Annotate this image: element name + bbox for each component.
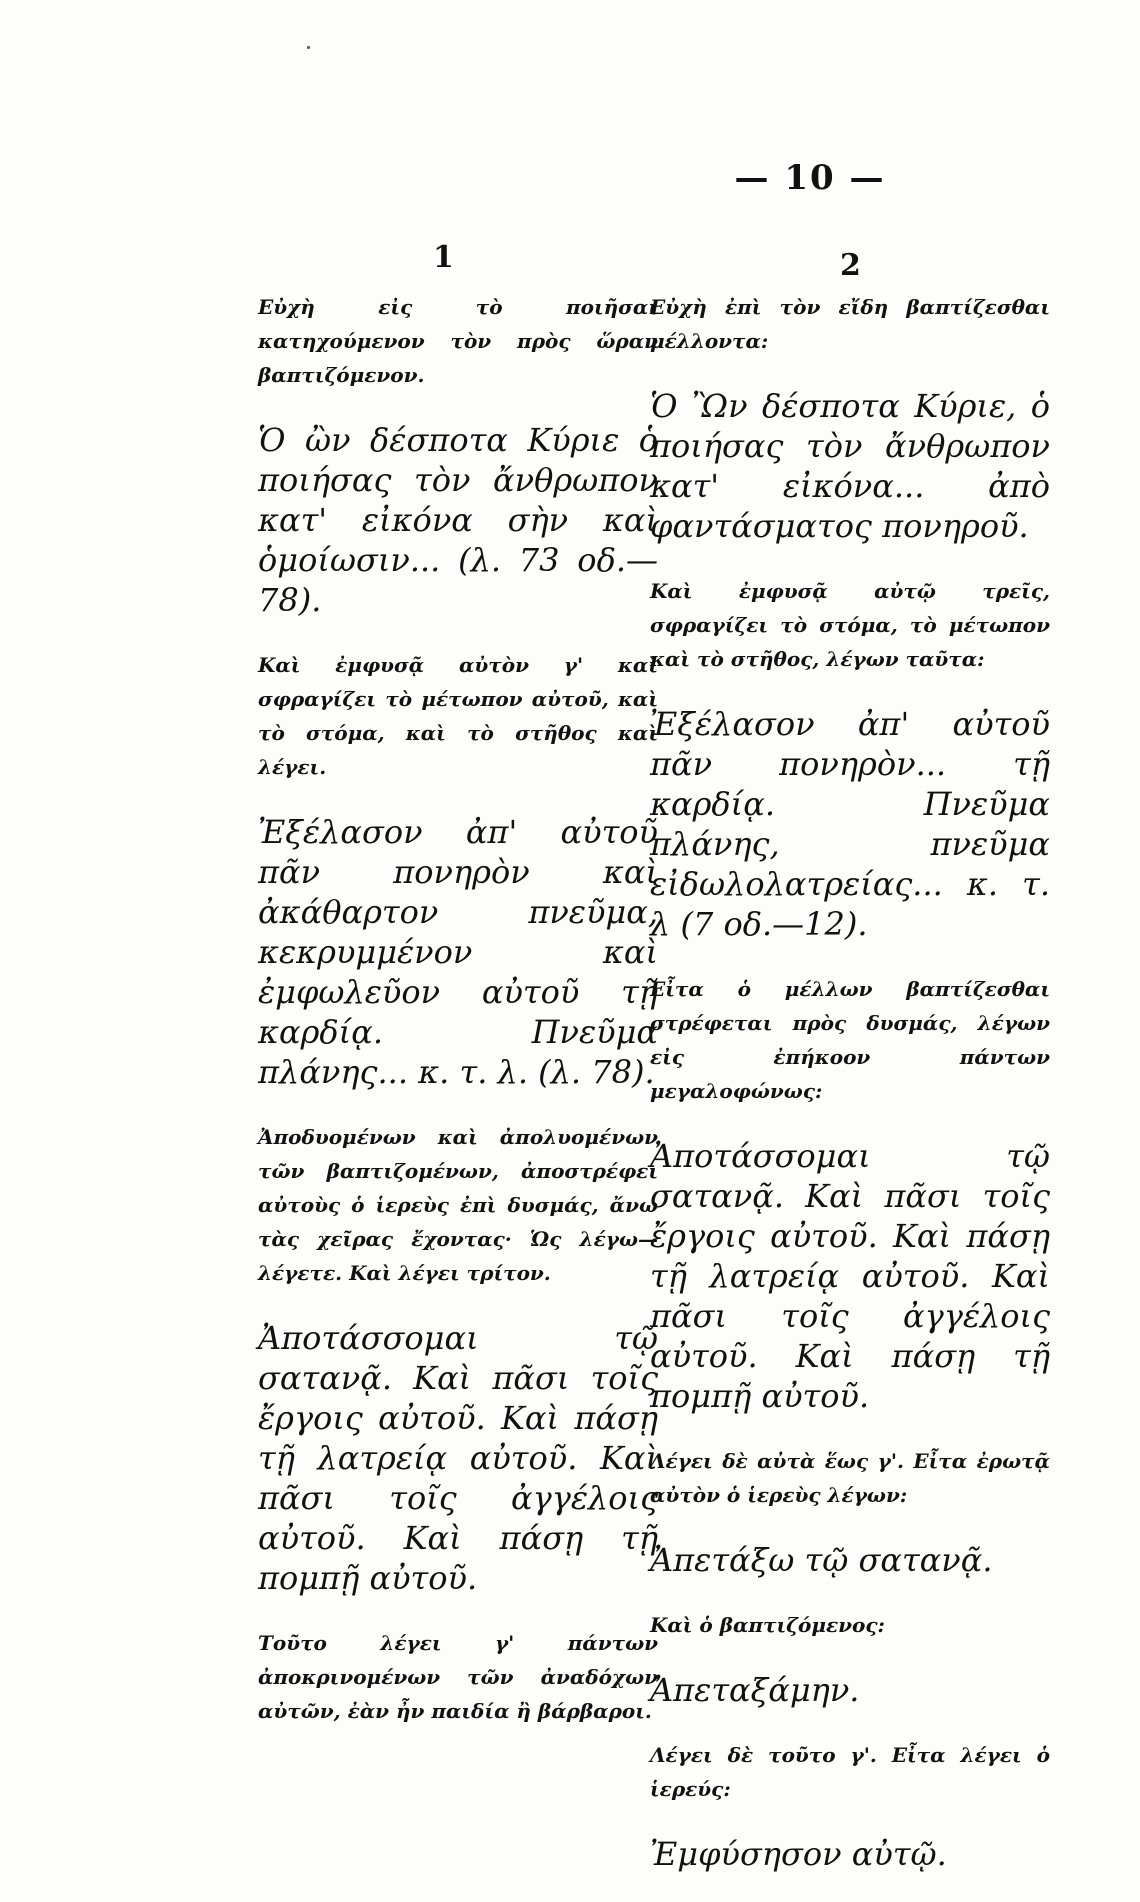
right-rubric-2: Καὶ ἐμφυσᾷ αὐτῷ τρεῖς, σφραγίζει τὸ στόμα, τὸ μέτωπον καὶ τὸ στῆθος, λέγων ταῦτα:	[650, 579, 1050, 671]
left-rubric-1: Εὐχὴ εἰς τὸ ποιῆσαι κατηχούμενον τὸν πρὸς ὥραν βαπτιζόμενον.	[258, 295, 658, 387]
left-column	[258, 290, 658, 1756]
left-rubric-2: Καὶ ἐμφυσᾷ αὐτὸν γ' καὶ σφραγίζει τὸ μέτωπον αὐτοῦ, καὶ τὸ στόμα, καὶ τὸ στῆθος καὶ λέγει.	[258, 653, 658, 779]
right-rubric-3: Εἶτα ὁ μέλλων βαπτίζεσθαι στρέφεται πρὸς δυσμάς, λέγων εἰς ἐπήκοον πάντων μεγαλοφώνως:	[650, 977, 1050, 1103]
right-prayer-3: Ἀποτάσσομαι τῷ σατανᾷ. Καὶ πᾶσι τοῖς ἔργοις αὐτοῦ. Καὶ πάσῃ τῇ λατρείᾳ αὐτοῦ. Καὶ πᾶσι τοῖς ἀγγέλοις αὐτοῦ. Καὶ πάσῃ τῇ πομπῇ αὐτοῦ.	[650, 1137, 1050, 1415]
right-column-number: 2	[840, 248, 861, 283]
page-number: — 10 —	[734, 158, 886, 198]
left-prayer-1: Ὁ ὢν δέσποτα Κύριε ὁ ποιήσας τὸν ἄνθρωπον κατ' εἰκόνα σὴν καὶ ὁμοίωσιν... (λ. 73 οδ.—78).	[258, 421, 658, 619]
right-prayer-6: Ἐμφύσησον αὐτῷ.	[650, 1835, 947, 1873]
right-column	[650, 290, 1050, 1902]
right-rubric-6: Λέγει δὲ τοῦτο γ'. Εἶτα λέγει ὁ ἱερεύς:	[650, 1743, 1050, 1801]
right-rubric-5: Καὶ ὁ βαπτιζόμενος:	[650, 1613, 885, 1637]
left-column-number: 1	[433, 240, 454, 275]
right-rubric-4: Λέγει δὲ αὐτὰ ἕως γ'. Εἶτα ἐρωτᾷ αὐτὸν ὁ ἱερεὺς λέγων:	[650, 1449, 1050, 1507]
right-prayer-2: Ἐξέλασον ἀπ' αὐτοῦ πᾶν πονηρὸν... τῇ καρδίᾳ. Πνεῦμα πλάνης, πνεῦμα εἰδωλολατρείας... κ. τ. λ (7 οδ.—12).	[650, 705, 1050, 943]
right-prayer-5: Ἀπεταξάμην.	[650, 1671, 860, 1709]
right-prayer-4: Ἀπετάξω τῷ σατανᾷ.	[650, 1541, 993, 1579]
paper-speck	[307, 46, 310, 49]
left-rubric-3: Ἀποδυομένων καὶ ἀπολυομένων τῶν βαπτιζομένων, ἀποστρέφει αὐτοὺς ὁ ἱερεὺς ἐπὶ δυσμάς, ἄνω τὰς χεῖρας ἔχοντας· Ὡς λέγω—λέγετε. Καὶ λέγει τρίτον.	[258, 1125, 658, 1285]
right-prayer-1: Ὁ Ὢν δέσποτα Κύριε, ὁ ποιήσας τὸν ἄνθρωπον κατ' εἰκόνα... ἀπὸ φαντάσματος πονηροῦ.	[650, 387, 1050, 545]
right-rubric-1: Εὐχὴ ἐπὶ τὸν εἴδη βαπτίζεσθαι μέλλοντα:	[650, 295, 1050, 353]
left-rubric-4: Τοῦτο λέγει γ' πάντων ἀποκρινομένων τῶν ἀναδόχων αὐτῶν, ἐὰν ἦν παιδία ἢ βάρβαροι.	[258, 1631, 658, 1723]
left-prayer-2: Ἐξέλασον ἀπ' αὐτοῦ πᾶν πονηρὸν καὶ ἀκάθαρτον πνεῦμα, κεκρυμμένον καὶ ἐμφωλεῦον αὐτοῦ τῇ καρδίᾳ. Πνεῦμα πλάνης... κ. τ. λ. (λ. 78).	[258, 813, 658, 1091]
left-prayer-3: Ἀποτάσσομαι τῷ σατανᾷ. Καὶ πᾶσι τοῖς ἔργοις αὐτοῦ. Καὶ πάσῃ τῇ λατρείᾳ αὐτοῦ. Καὶ πᾶσι τοῖς ἀγγέλοις αὐτοῦ. Καὶ πάσῃ τῇ πομπῇ αὐτοῦ.	[258, 1319, 658, 1597]
